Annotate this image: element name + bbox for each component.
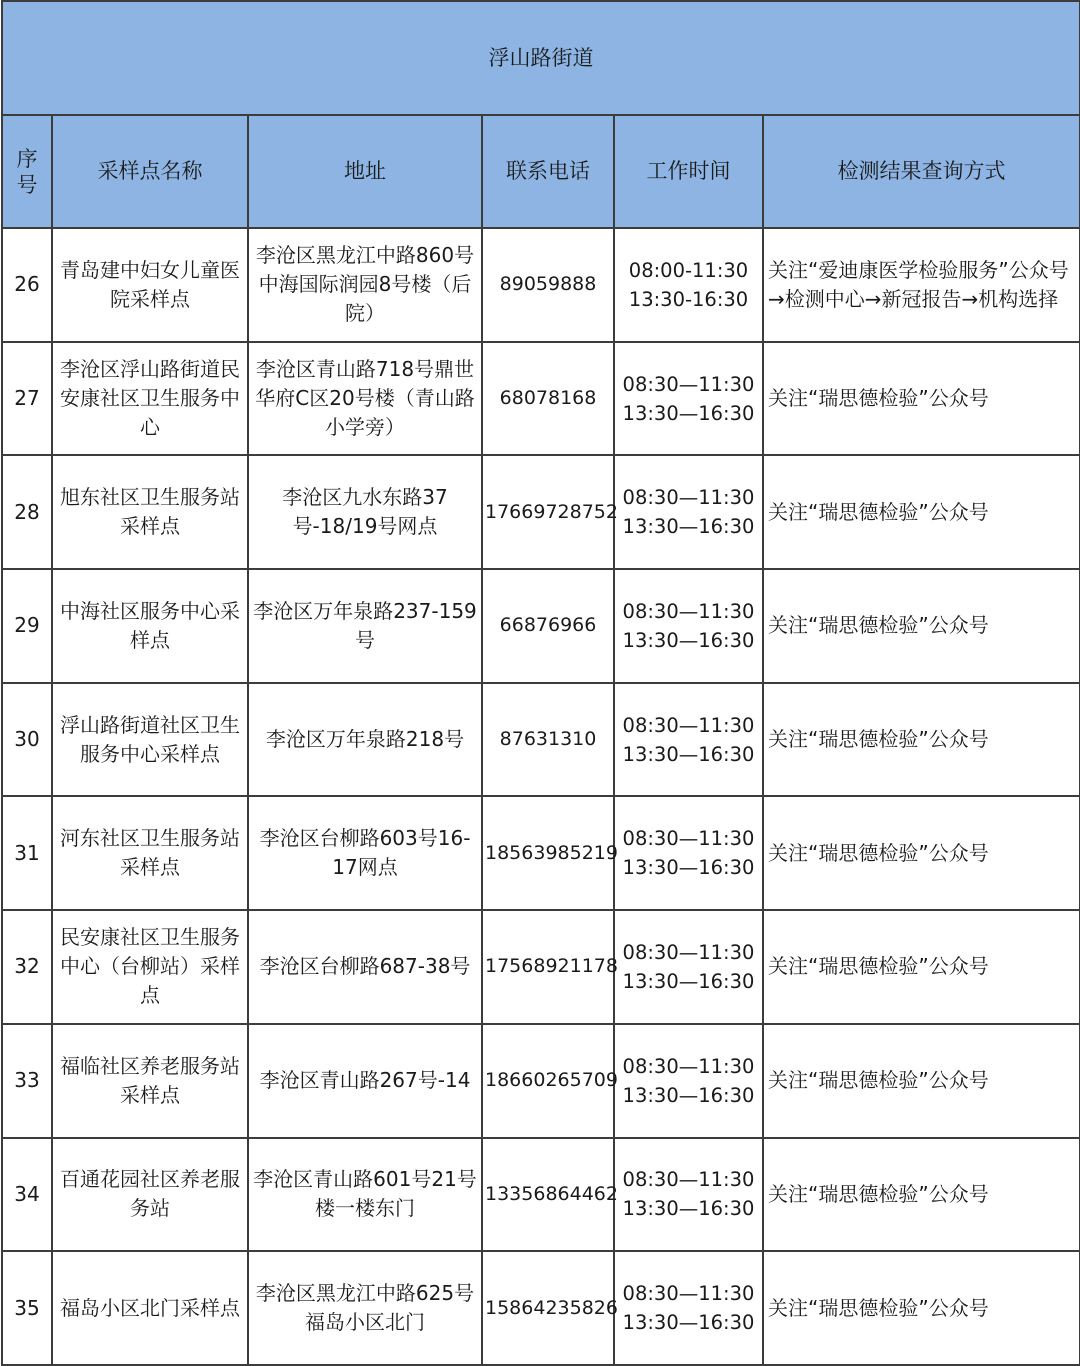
table-row <box>2 228 1080 342</box>
hours-afternoon: 13:30-16:30 <box>628 287 749 311</box>
site-name: 福岛小区北门采样点 <box>52 1251 248 1365</box>
table-row <box>2 910 1080 1024</box>
sampling-sites-table <box>1 0 1080 1366</box>
site-address: 李沧区黑龙江中路860号中海国际润园8号楼（后院） <box>248 228 482 342</box>
header-phone: 联系电话 <box>482 115 614 228</box>
hours-morning: 08:30—11:30 <box>622 1282 755 1306</box>
hours-morning: 08:30—11:30 <box>622 372 755 396</box>
site-address: 李沧区台柳路687-38号 <box>248 910 482 1024</box>
hours-afternoon: 13:30—16:30 <box>622 401 755 425</box>
site-phone: 87631310 <box>482 683 614 797</box>
site-address: 李沧区青山路267号-14 <box>248 1024 482 1138</box>
result-query-method: 关注“瑞思德检验”公众号 <box>763 683 1080 797</box>
site-name: 民安康社区卫生服务中心（台柳站）采样点 <box>52 910 248 1024</box>
site-phone: 15864235826 <box>482 1251 614 1365</box>
row-number: 32 <box>2 910 52 1024</box>
site-phone: 66876966 <box>482 569 614 683</box>
site-phone: 18563985219 <box>482 796 614 910</box>
site-address: 李沧区万年泉路218号 <box>248 683 482 797</box>
site-name: 浮山路街道社区卫生服务中心采样点 <box>52 683 248 797</box>
hours-afternoon: 13:30—16:30 <box>622 1311 755 1335</box>
site-hours <box>614 796 763 910</box>
hours-afternoon: 13:30—16:30 <box>622 515 755 539</box>
site-name: 中海社区服务中心采样点 <box>52 569 248 683</box>
row-number: 26 <box>2 228 52 342</box>
result-query-method: 关注“瑞思德检验”公众号 <box>763 910 1080 1024</box>
site-hours <box>614 455 763 569</box>
hours-afternoon: 13:30—16:30 <box>622 1197 755 1221</box>
hours-afternoon: 13:30—16:30 <box>622 856 755 880</box>
table-row <box>2 342 1080 456</box>
result-query-method: 关注“瑞思德检验”公众号 <box>763 342 1080 456</box>
site-name: 福临社区养老服务站采样点 <box>52 1024 248 1138</box>
hours-morning: 08:30—11:30 <box>622 713 755 737</box>
title-row <box>2 1 1080 115</box>
site-name: 青岛建中妇女儿童医院采样点 <box>52 228 248 342</box>
site-name: 百通花园社区养老服务站 <box>52 1138 248 1252</box>
header-hours: 工作时间 <box>614 115 763 228</box>
hours-morning: 08:30—11:30 <box>622 827 755 851</box>
result-query-method: 关注“瑞思德检验”公众号 <box>763 1024 1080 1138</box>
site-hours <box>614 1251 763 1365</box>
header-address: 地址 <box>248 115 482 228</box>
result-query-method: 关注“爱迪康医学检验服务”公众号→检测中心→新冠报告→机构选择 <box>763 228 1080 342</box>
site-hours <box>614 342 763 456</box>
result-query-method: 关注“瑞思德检验”公众号 <box>763 455 1080 569</box>
table-title: 浮山路街道 <box>2 1 1080 115</box>
site-hours <box>614 228 763 342</box>
header-query: 检测结果查询方式 <box>763 115 1080 228</box>
row-number: 29 <box>2 569 52 683</box>
result-query-method: 关注“瑞思德检验”公众号 <box>763 1251 1080 1365</box>
hours-afternoon: 13:30—16:30 <box>622 969 755 993</box>
hours-morning: 08:30—11:30 <box>622 486 755 510</box>
header-no <box>2 115 52 228</box>
row-number: 31 <box>2 796 52 910</box>
row-number: 33 <box>2 1024 52 1138</box>
hours-afternoon: 13:30—16:30 <box>622 628 755 652</box>
table-row <box>2 1024 1080 1138</box>
table-row <box>2 796 1080 910</box>
site-hours <box>614 1024 763 1138</box>
row-number: 35 <box>2 1251 52 1365</box>
site-address: 李沧区青山路601号21号楼一楼东门 <box>248 1138 482 1252</box>
site-hours <box>614 683 763 797</box>
site-hours <box>614 910 763 1024</box>
site-phone: 17669728752 <box>482 455 614 569</box>
site-address: 李沧区台柳路603号16-17网点 <box>248 796 482 910</box>
row-number: 30 <box>2 683 52 797</box>
site-address: 李沧区万年泉路237-159号 <box>248 569 482 683</box>
row-number: 27 <box>2 342 52 456</box>
hours-morning: 08:30—11:30 <box>622 1054 755 1078</box>
hours-morning: 08:30—11:30 <box>622 599 755 623</box>
site-phone: 18660265709 <box>482 1024 614 1138</box>
site-address: 李沧区黑龙江中路625号福岛小区北门 <box>248 1251 482 1365</box>
site-name: 李沧区浮山路街道民安康社区卫生服务中心 <box>52 342 248 456</box>
site-address: 李沧区青山路718号鼎世华府C区20号楼（青山路小学旁） <box>248 342 482 456</box>
header-row <box>2 115 1080 228</box>
site-name: 河东社区卫生服务站采样点 <box>52 796 248 910</box>
table-row <box>2 455 1080 569</box>
header-name: 采样点名称 <box>52 115 248 228</box>
result-query-method: 关注“瑞思德检验”公众号 <box>763 569 1080 683</box>
table-row <box>2 683 1080 797</box>
hours-morning: 08:30—11:30 <box>622 940 755 964</box>
result-query-method: 关注“瑞思德检验”公众号 <box>763 796 1080 910</box>
site-phone: 89059888 <box>482 228 614 342</box>
row-number: 34 <box>2 1138 52 1252</box>
hours-morning: 08:30—11:30 <box>622 1168 755 1192</box>
hours-morning: 08:00-11:30 <box>628 258 749 282</box>
site-address: 李沧区九水东路37号-18/19号网点 <box>248 455 482 569</box>
result-query-method: 关注“瑞思德检验”公众号 <box>763 1138 1080 1252</box>
site-phone: 13356864462 <box>482 1138 614 1252</box>
site-phone: 68078168 <box>482 342 614 456</box>
table-row <box>2 1138 1080 1252</box>
table-row <box>2 1251 1080 1365</box>
site-phone: 17568921178 <box>482 910 614 1024</box>
header-no-text: 序号 <box>16 146 38 197</box>
hours-afternoon: 13:30—16:30 <box>622 1083 755 1107</box>
table-row <box>2 569 1080 683</box>
hours-afternoon: 13:30—16:30 <box>622 742 755 766</box>
site-name: 旭东社区卫生服务站采样点 <box>52 455 248 569</box>
table-body <box>2 228 1080 1365</box>
row-number: 28 <box>2 455 52 569</box>
site-hours <box>614 1138 763 1252</box>
site-hours <box>614 569 763 683</box>
